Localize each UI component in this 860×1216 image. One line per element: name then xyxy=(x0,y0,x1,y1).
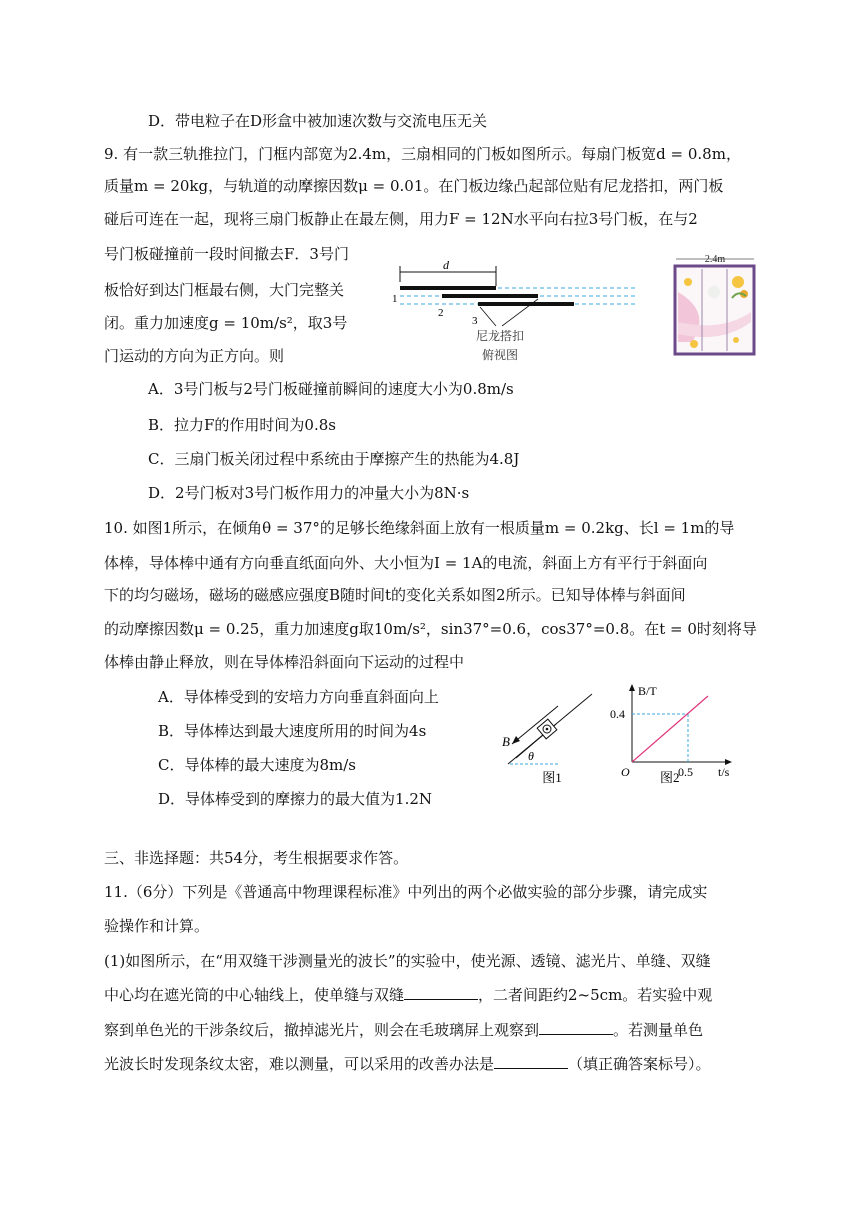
white-flower-icon xyxy=(708,286,720,298)
y-axis-label: B/T xyxy=(638,684,657,698)
answer-blank-1[interactable] xyxy=(404,985,478,1000)
q9-line-1: 9. 有一款三轨推拉门，门框内部宽为2.4m，三扇相同的门板如图所示。每扇门板宽d = 0.8m， xyxy=(104,145,741,163)
label-1: 1 xyxy=(392,293,398,305)
y-tick-label: 0.4 xyxy=(610,707,625,721)
label-d: d xyxy=(443,258,449,272)
q9-door-diagram xyxy=(392,256,652,366)
label-B: B xyxy=(502,734,510,749)
q11-line-5-text: 察到单色光的干涉条纹后，撤掉滤光片，则会在毛玻璃屏上观察到 xyxy=(104,1021,540,1039)
photo-width-label: 2.4m xyxy=(704,254,726,265)
q11-line-5-after: 。若测量单色 xyxy=(613,1021,704,1039)
q11-line-2: 验操作和计算。 xyxy=(104,917,210,935)
q11-line-4 xyxy=(104,985,712,1005)
q9-line-2: 质量m = 20kg，与轨道的动摩擦因数μ = 0.01。在门板边缘凸起部位贴有尼龙搭扣，两门板 xyxy=(104,177,724,195)
q11-line-5 xyxy=(104,1020,703,1040)
q10-option-a: A．导体棒受到的安培力方向垂直斜面向上 xyxy=(158,688,439,706)
q9-option-c: C．三扇门板关闭过程中系统由于摩擦产生的热能为4.8J xyxy=(148,450,520,468)
q9-line-4: 号门板碰撞前一段时间撤去F．3号门 xyxy=(104,245,349,263)
q10-option-c: C．导体棒的最大速度为8m/s xyxy=(158,756,356,774)
q10-line-4: 的动摩擦因数μ = 0.25，重力加速度g取10m/s²，sin37°=0.6，cos37°=0.8。在t = 0时刻将导 xyxy=(104,620,757,638)
q9-line-5: 板恰好到达门框最右侧，大门完整关 xyxy=(104,281,345,299)
q8-option-d: D．带电粒子在D形盒中被加速次数与交流电压无关 xyxy=(148,112,488,130)
q11-line-6-text: 光波长时发现条纹太密，难以测量，可以采用的改善办法是 xyxy=(104,1055,495,1073)
flower-icon xyxy=(732,276,744,288)
door-panel-2 xyxy=(442,294,538,298)
label-nylon: 尼龙搭扣 xyxy=(475,329,525,343)
label-3: 3 xyxy=(472,315,478,327)
q11-line-4-after: ，二者间距约2~5cm。若实验中观 xyxy=(478,986,713,1004)
label-2: 2 xyxy=(438,307,444,319)
q10-figure-1 xyxy=(494,684,606,788)
q10-option-d: D．导体棒受到的摩擦力的最大值为1.2N xyxy=(158,790,433,808)
door-panel-3 xyxy=(478,302,574,306)
x-tick-label: 0.5 xyxy=(678,765,693,779)
q10-option-b: B．导体棒达到最大速度所用的时间为4s xyxy=(158,722,427,740)
origin-label: O xyxy=(621,765,630,779)
q11-line-6-after: （填正确答案标号）。 xyxy=(568,1055,711,1073)
q9-option-b: B．拉力F的作用时间为0.8s xyxy=(148,416,336,434)
q9-line-6: 闭。重力加速度g = 10m/s²，取3号 xyxy=(104,314,348,332)
answer-blank-3[interactable] xyxy=(494,1054,568,1069)
flower-icon xyxy=(690,340,698,348)
q9-line-3: 碰后可连在一起，现将三扇门板静止在最左侧，用力F = 12N水平向右拉3号门板，在与2 xyxy=(104,210,698,228)
q9-option-d: D．2号门板对3号门板作用力的冲量大小为8N·s xyxy=(148,484,470,502)
label-theta: θ xyxy=(528,749,534,763)
q10-line-5: 体棒由静止释放，则在导体棒沿斜面向下运动的过程中 xyxy=(104,653,465,671)
door-panel-1 xyxy=(400,286,496,290)
q11-line-1: 11.（6分）下列是《普通高中物理课程标准》中列出的两个必做实验的部分步骤，请完成实 xyxy=(104,883,708,901)
q9-line-7: 门运动的方向为正方向。则 xyxy=(104,347,285,365)
q11-line-3: (1)如图所示，在“用双缝干涉测量光的波长”的实验中，使光源、透镜、滤光片、单缝、双缝 xyxy=(104,952,711,970)
b-t-line xyxy=(632,696,708,762)
flower-icon xyxy=(733,337,739,343)
fig1-caption: 图1 xyxy=(542,770,562,785)
section3-heading: 三、非选择题：共54分，考生根据要求作答。 xyxy=(104,849,409,867)
q11-line-4-text: 中心均在遮光筒的中心轴线上，使单缝与双缝 xyxy=(104,986,405,1004)
y-axis-arrow-icon xyxy=(629,684,635,691)
answer-blank-2[interactable] xyxy=(539,1020,613,1035)
q11-line-6 xyxy=(104,1054,711,1074)
x-axis-label: t/s xyxy=(718,765,730,779)
q9-door-photo xyxy=(672,252,758,356)
q10-figure-2 xyxy=(606,682,742,788)
q10-line-1: 10. 如图1所示，在倾角θ = 37°的足够长绝缘斜面上放有一根质量m = 0.2kg、长l = 1m的导 xyxy=(104,519,735,537)
b-arrow-icon xyxy=(512,736,520,744)
q9-option-a: A．3号门板与2号门板碰撞前瞬间的速度大小为0.8m/s xyxy=(148,380,514,398)
fig2-caption: 图2 xyxy=(660,770,680,785)
q10-line-3: 下的均匀磁场，磁场的磁感应强度B随时间t的变化关系如图2所示。已知导体棒与斜面间 xyxy=(104,586,686,604)
q10-line-2: 体棒，导体棒中通有方向垂直纸面向外、大小恒为I = 1A的电流，斜面上方有平行于斜面向 xyxy=(104,554,708,572)
label-top-view: 俯视图 xyxy=(481,348,519,362)
flower-icon xyxy=(684,278,692,286)
pointer-line-1 xyxy=(480,307,496,326)
